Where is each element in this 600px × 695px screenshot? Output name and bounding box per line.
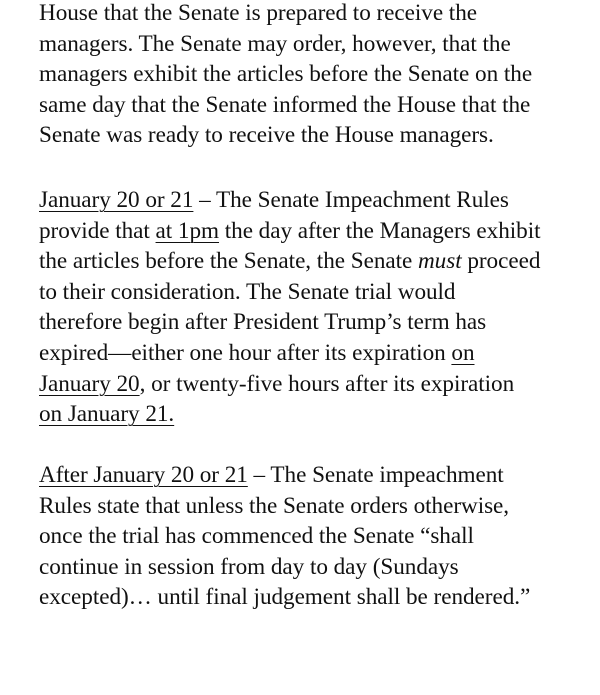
- text-line: same day that the Senate informed the House that the: [39, 91, 531, 118]
- text-run: , or twenty-five hours after its expiration: [139, 370, 515, 397]
- text-line: managers. The Senate may order, however, that the: [39, 30, 511, 57]
- text-line: [39, 399, 584, 430]
- underlined-date-heading: After January 20 or 21: [39, 462, 248, 488]
- paragraph-senate-order: [39, 0, 584, 151]
- underlined-date: on: [451, 339, 475, 366]
- text-line: [39, 338, 584, 369]
- text-line: Rules state that unless the Senate orders otherwise,: [39, 492, 510, 519]
- text-run: proceed: [461, 248, 541, 275]
- text-line: Senate was ready to receive the House managers.: [39, 122, 494, 149]
- text-line: [39, 460, 584, 491]
- text-line: managers exhibit the articles before the Senate on the: [39, 61, 533, 88]
- text-line: therefore begin after President Trump’s term has: [39, 309, 487, 336]
- text-run: the day after the Managers exhibit: [219, 217, 541, 244]
- text-line: to their consideration. The Senate trial would: [39, 278, 456, 305]
- underlined-time: at 1pm: [155, 217, 220, 244]
- underlined-date: on January 21.: [39, 401, 175, 428]
- text-run: expired—either one hour after its expiration: [39, 339, 452, 366]
- italic-emphasis: must: [417, 248, 462, 275]
- text-run: – The Senate impeachment: [247, 462, 504, 488]
- text-run: – The Senate Impeachment Rules: [193, 187, 509, 213]
- underlined-date: January 20: [39, 370, 140, 397]
- text-line: once the trial has commenced the Senate “shall: [39, 523, 474, 550]
- text-line: [39, 369, 584, 400]
- text-line: [39, 246, 584, 277]
- paragraph-after-january-20-or-21: [39, 460, 584, 613]
- text-line: excepted)… until final judgement shall be rendered.”: [39, 584, 531, 611]
- text-line: [39, 185, 584, 216]
- paragraph-january-20-or-21: [39, 185, 584, 430]
- underlined-date-heading: January 20 or 21: [39, 187, 194, 213]
- text-run: provide that: [39, 217, 156, 244]
- text-run: the articles before the Senate, the Senate: [39, 248, 418, 275]
- text-line: House that the Senate is prepared to receive the: [39, 0, 477, 26]
- text-line: continue in session from day to day (Sundays: [39, 553, 459, 580]
- text-line: [39, 216, 584, 247]
